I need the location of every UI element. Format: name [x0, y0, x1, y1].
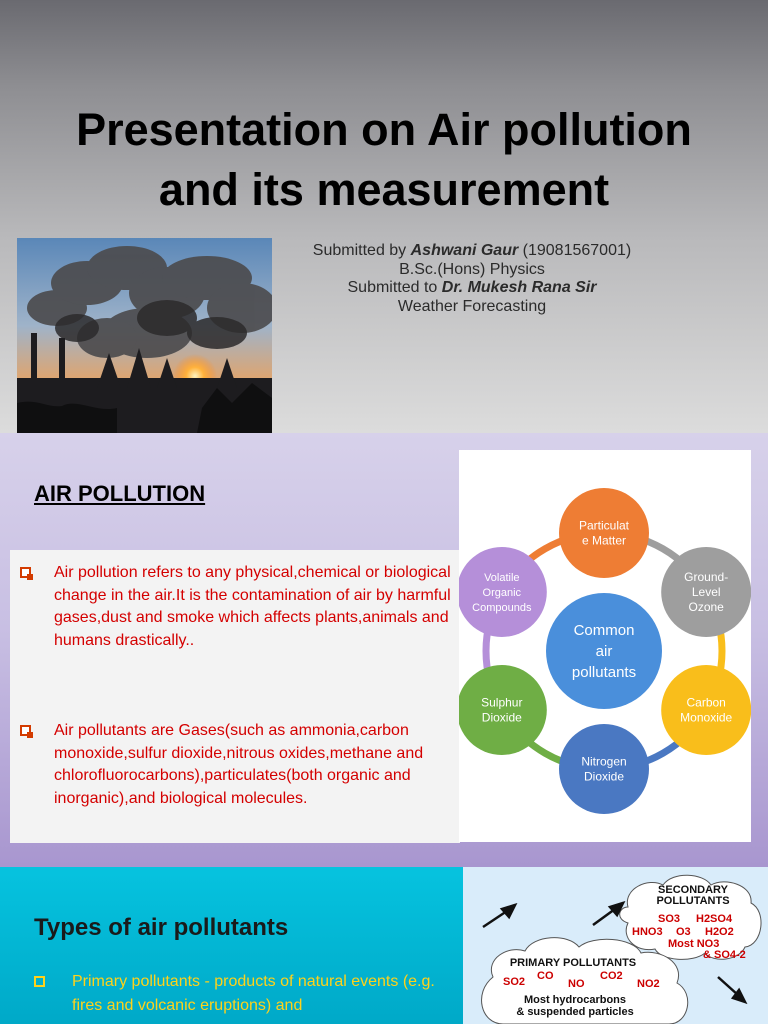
- center-label-1: Common: [573, 622, 635, 639]
- subject-line: Weather Forecasting: [397, 297, 547, 315]
- pri-co: CO: [537, 970, 554, 982]
- sec-so3: SO3: [658, 913, 681, 925]
- sec-most: Most NO3: [668, 938, 720, 950]
- pollutant-node-label: Carbon: [686, 695, 726, 710]
- pollutant-node-label: Nitrogen: [581, 754, 627, 769]
- bullet-item: [34, 970, 464, 1018]
- air-pollution-slide: [0, 433, 768, 867]
- bullet-text: Air pollutants are Gases(such as ammonia,carbon monoxide,sulfur dioxide,nitrous oxides,methane and chlorofluorocarbons),particulates(both organic and inorganic),and biological molecules.: [54, 722, 424, 807]
- bullet-square-icon: [34, 976, 45, 987]
- sec-hno3: HNO3: [632, 926, 663, 938]
- types-of-pollutants-slide: [0, 867, 768, 1024]
- definition-textbox: [10, 550, 460, 843]
- center-label-3: pollutants: [571, 664, 637, 681]
- bullet-item: [20, 720, 460, 810]
- secondary-title-1: SECONDARY: [658, 884, 728, 896]
- pollutant-node-label: Ground-: [684, 570, 729, 584]
- pri-co2: CO2: [600, 970, 623, 982]
- pollutant-node-label: Level: [691, 585, 721, 599]
- presentation-title: [0, 100, 768, 220]
- sec-so4: & SO4-2: [703, 949, 746, 961]
- primary-title: PRIMARY POLLUTANTS: [509, 957, 637, 969]
- air-pollution-heading: AIR POLLUTION: [34, 481, 206, 506]
- submitted-to-label: Submitted to: [347, 279, 442, 296]
- pollutant-node: [559, 724, 649, 814]
- pollutant-node-label: Sulphur: [481, 695, 523, 710]
- title-line-2: and its measurement: [158, 164, 610, 215]
- supervisor-name: Dr. Mukesh Rana Sir: [441, 279, 597, 296]
- pollutant-node-label: Dioxide: [583, 769, 625, 784]
- pollutant-node: [459, 665, 547, 755]
- pollutant-node: [459, 547, 547, 637]
- pollutant-node: [661, 665, 751, 755]
- submitted-to-line: [272, 279, 672, 298]
- common-air-pollutants-diagram: [459, 450, 751, 842]
- pollutant-types-diagram: [463, 867, 768, 1024]
- credits-block: [272, 242, 672, 316]
- bullet-square-icon: [20, 725, 31, 736]
- bullet-text: Air pollution refers to any physical,chemical or biological change in the air.It is the contamination of air by harmful gases,dust and smoke which affects plants,animals and humans drastically..: [54, 564, 451, 649]
- bullet-text: Primary pollutants - products of natural events (e.g. fires and volcanic eruptions) and: [72, 973, 435, 1014]
- submitted-by-line: [272, 242, 672, 261]
- pollutant-node-label: Ozone: [688, 600, 724, 614]
- pri-most-2: & suspended particles: [516, 1006, 634, 1018]
- smokestack-image: [17, 238, 272, 433]
- pri-no2: NO2: [637, 978, 660, 990]
- pollutant-node-label: Monoxide: [680, 710, 733, 725]
- author-id: (19081567001): [518, 242, 632, 259]
- arrow-up-icon: [483, 911, 507, 927]
- author-name: Ashwani Gaur: [410, 242, 519, 259]
- pollutant-node-label: Particulat: [578, 518, 630, 533]
- sec-h2o2: H2O2: [705, 926, 734, 938]
- pri-so2: SO2: [503, 976, 526, 988]
- pollutant-node-label: Dioxide: [481, 710, 522, 725]
- center-label-2: air: [595, 643, 613, 660]
- bullet-item: [20, 562, 460, 652]
- pollutant-node-label: Volatile: [484, 572, 520, 584]
- sec-o3: O3: [676, 926, 691, 938]
- smokestack-photo: [17, 238, 272, 433]
- course-line: B.Sc.(Hons) Physics: [399, 260, 545, 278]
- secondary-title-2: POLLUTANTS: [656, 895, 730, 907]
- title-slide: [0, 0, 768, 433]
- pollutant-node: [661, 547, 751, 637]
- arrow-up-icon: [593, 909, 615, 925]
- sec-h2so4: H2SO4: [696, 913, 733, 925]
- bullet-square-icon: [20, 567, 31, 578]
- pri-no: NO: [568, 978, 585, 990]
- pollutant-clouds-diagram: [463, 867, 768, 1024]
- pri-most-1: Most hydrocarbons: [523, 994, 627, 1006]
- arrow-head-icon: [502, 905, 515, 917]
- pollutant-node-label: Organic: [482, 587, 522, 599]
- pollutant-cycle-diagram: [459, 450, 751, 842]
- title-line-1: Presentation on Air pollution: [76, 104, 692, 155]
- pollutant-node-label: e Matter: [581, 533, 627, 548]
- pollutant-node-label: Compounds: [472, 602, 532, 614]
- pollutant-node: [559, 488, 649, 578]
- types-heading: Types of air pollutants: [34, 914, 289, 941]
- arrow-down-icon: [718, 977, 738, 995]
- submitted-by-label: Submitted by: [312, 242, 411, 259]
